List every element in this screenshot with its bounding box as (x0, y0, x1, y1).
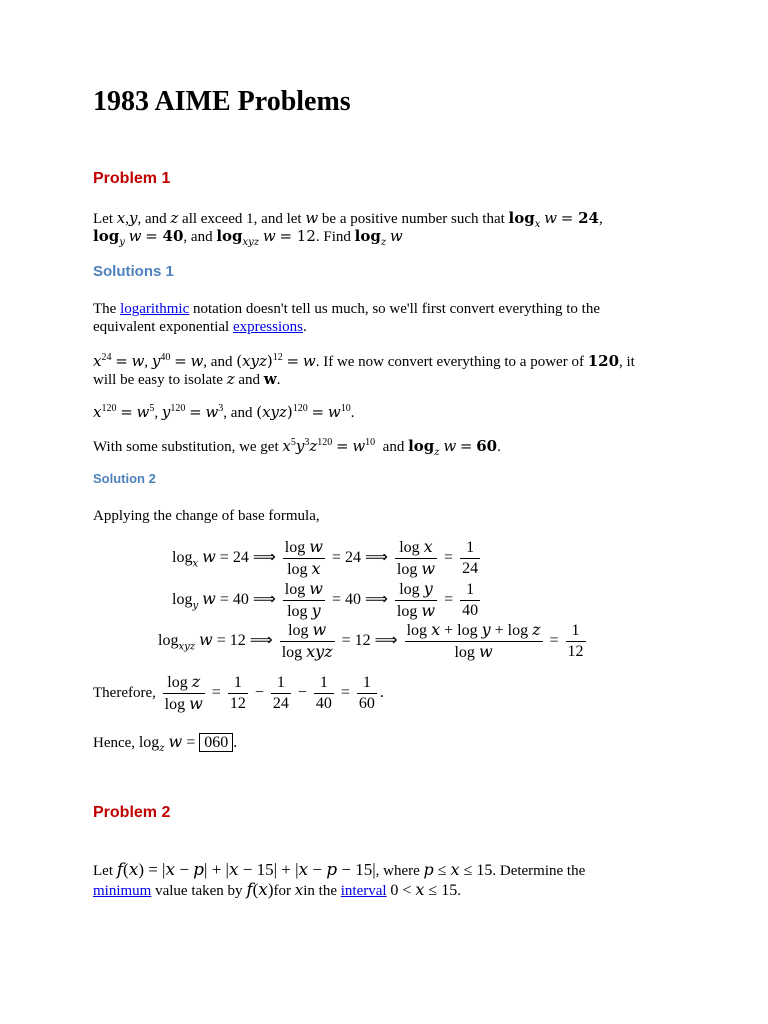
interval-link[interactable]: interval (340, 883, 387, 899)
equation-line-2: $\log_y w = 40$ ⟹ $\frac{\text{log w}}{\text{log y}}$ = 40 ⟹ $\frac{\text{log y}}{\text{log w}}$ = $\frac{1}{40}$ (172, 579, 479, 620)
fraction: $\frac{\text{log z}}{\text{log w}}$ (164, 672, 203, 713)
text-run: . Determine the (492, 863, 586, 879)
equation-line-3: $\log_{xyz} w = 12$ ⟹ $\frac{\text{log w}}{\text{log xyz}}$ = 12 ⟹ $\frac{\text{log x + log y + log z}}{\text{log w}}$ = $\frac{1}{12}$ (158, 620, 584, 661)
text-run: , it (619, 354, 635, 370)
answer-60: 60 (476, 437, 498, 455)
logarithmic-link[interactable]: logarithmic (120, 301, 190, 317)
fraction: $\frac{1}{12}$ (567, 622, 584, 660)
equation-line-1: $\log_x w = 24$ ⟹ $\frac{\text{log w}}{\text{log x}}$ = 24 ⟹ $\frac{\text{log x}}{\text{log w}}$ = $\frac{1}{24}$ (172, 537, 479, 578)
therefore-line: Therefore, $\frac{\text{log z}}{\text{log w}}$ = $\frac{1}{12}$ − $\frac{1}{24}$ − $\frac{1}{40}$ = $\frac{1}{60}$ . (93, 672, 384, 713)
fraction: $\frac{1}{24}$ (272, 674, 289, 712)
expressions-link[interactable]: expressions (232, 319, 303, 335)
solution-2-heading: Solution 2 (93, 471, 156, 486)
fraction: $\frac{1}{60}$ (358, 674, 375, 712)
text-run: . (302, 319, 307, 335)
text-run: , where (375, 863, 420, 879)
solutions-1-para-1-line-2 (93, 318, 307, 336)
problem-1-line-2: $\log_y w = 40$, and $\log_{xyz} w = 12$. Find $\log_z w$ (93, 227, 403, 248)
solutions-1-para-3: $x^{120} = w^5$, $y^{120} = w^3$, and $(xyz)^{120} = w^{10}$. (93, 403, 355, 421)
page-title: 1983 AIME Problems (93, 86, 351, 117)
minimum-link[interactable]: minimum (93, 883, 152, 899)
text-run: for (273, 883, 292, 899)
text-run: in the (303, 883, 338, 899)
text-run: Let (93, 863, 113, 879)
fraction: $\frac{\text{log x + log y + log z}}{\text{log w}}$ (406, 620, 541, 661)
text-run: Therefore, (93, 685, 156, 702)
fraction: $\frac{1}{40}$ (462, 581, 479, 619)
fraction: $\frac{\text{log y}}{\text{log w}}$ (396, 579, 436, 620)
text-run: and (382, 439, 405, 455)
text-run: value taken by (151, 883, 243, 899)
fraction: $\frac{\text{log w}}{\text{log y}}$ (284, 579, 323, 620)
fraction: $\frac{\text{log x}}{\text{log w}}$ (396, 537, 436, 578)
solution-2-intro: Applying the change of base formula, (93, 508, 320, 524)
solutions-1-para-2-line-2: will be easy to isolate z and w. (93, 370, 281, 388)
text-run: and (238, 372, 261, 388)
text-run: With some substitution, we get (93, 439, 279, 455)
text-run: will be easy to isolate (93, 372, 223, 388)
solutions-1-heading: Solutions 1 (93, 263, 174, 280)
fraction: $\frac{1}{40}$ (315, 674, 332, 712)
problem-1-line-1: Let x,y, and z all exceed 1, and let w be a positive number such that $\log_x w = 24$, (93, 209, 603, 230)
boxed-answer: 060 (199, 733, 233, 752)
text-run: equivalent exponential (93, 319, 233, 335)
fraction: $\frac{\text{log w}}{\text{log x}}$ (284, 537, 323, 578)
problem-1-heading: Problem 1 (93, 170, 171, 187)
fraction: $\frac{\text{log w}}{\text{log xyz}}$ (281, 620, 333, 661)
solutions-1-para-1-line-1 (93, 300, 600, 318)
text-run: The (93, 301, 121, 317)
fraction: $\frac{1}{12}$ (229, 674, 246, 712)
number-120: 120 (587, 352, 620, 370)
text-run: Hence, (93, 735, 136, 751)
fraction: $\frac{1}{24}$ (462, 539, 479, 577)
problem-2-line-2: minimum value taken by f(x)for xin the interval 0 < x ≤ 15. (93, 880, 461, 900)
text-run: . If we now convert everything to a power of (315, 354, 584, 370)
problem-2-line-1: Let f(x) = |x − p| + |x − 15| + |x − p − 15|, where p ≤ x ≤ 15. Determine the (93, 860, 586, 880)
solutions-1-para-2-line-1: $x^{24} = w$, $y^{40} = w$, and (xyz)$^{12}$ = w. If we now convert everything to a power of 120, it (93, 352, 635, 370)
text-run: notation doesn't tell us much, so we'll first convert everything to the (189, 301, 600, 317)
hence-line: Hence, $\log_z w = 060$ . (93, 732, 238, 755)
solutions-1-para-4: With some substitution, we get $x^5y^3z^{120} = w^{10}$ and $\log_z w = 60$. (93, 437, 501, 458)
problem-2-heading: Problem 2 (93, 804, 171, 821)
